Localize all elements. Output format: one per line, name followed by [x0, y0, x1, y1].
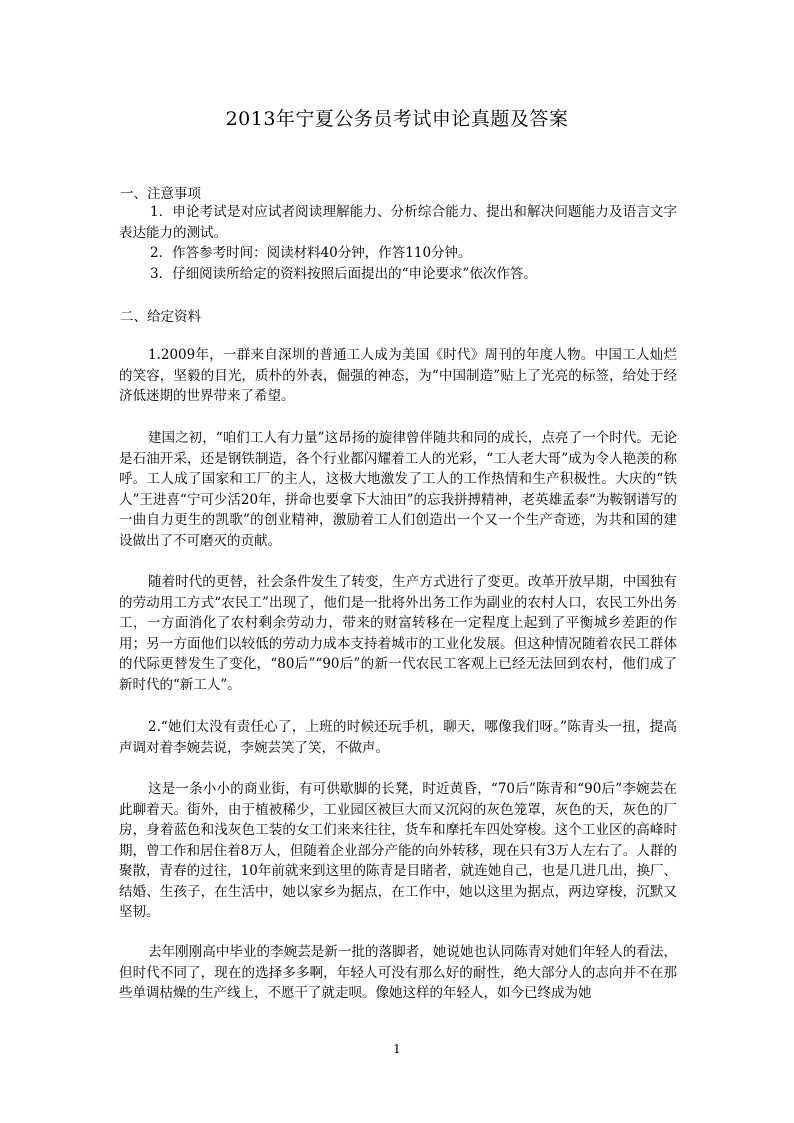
- material-paragraph: 这是一条小小的商业街，有可供歇脚的长凳，时近黄昏，“70后”陈青和“90后”李婉芸在此聊着天。街外，由于植被稀少，工业园区被巨大而又沉闷的灰色笼罩，灰色的天，灰色的厂房，身着蓝色和浅灰色工装的女工们来来往往，货车和摩托车四处穿梭。这个工业区的高峰时期，曾工作和居住着8万人，但随着企业部分产能的向外转移，现在只有3万人左右了。人群的聚散，青春的过往，10年前就来到这里的陈青是目睹者，就连她自己，也是几进几出，换厂、结婚、生孩子，在生活中，她以家乡为据点，在工作中，她以这里为据点，两边穿梭，沉默又坚韧。: [119, 781, 677, 920]
- material-paragraph: 2.“她们太没有责任心了，上班的时候还玩手机，聊天，哪像我们呀。”陈青头一扭，提高声调对着李婉芸说，李婉芸笑了笑，不做声。: [119, 719, 677, 756]
- page-number: 1: [393, 1042, 401, 1056]
- note-item: 1．申论考试是对应试者阅读理解能力、分析综合能力、提出和解决问题能力及语言文字表达能力的测试。: [119, 204, 677, 241]
- material-paragraph: 建国之初，“咱们工人有力量”这昂扬的旋律曾伴随共和同的成长，点亮了一个时代。无论是石油开采，还是钢铁制造，各个行业都闪耀着工人的光彩，“工人老大哥”成为令人艳羡的称呼。工人成了国家和工厂的主人，这极大地激发了工人的工作热情和生产积极性。大庆的“铁人”王进喜“宁可少活20年，拼命也要拿下大油田”的忘我拼搏精神，老英雄孟泰“为鞍钢谱写的一曲自力更生的凯歌”的创业精神，激励着工人们创造出一个又一个生产奇迹，为共和国的建设做出了不可磨灭的贡献。: [119, 430, 677, 549]
- material-paragraph: 1.2009年，一群来自深圳的普通工人成为美国《时代》周刊的年度人物。中国工人灿烂的笑容，坚毅的目光，质朴的外表，倔强的神态，为“中国制造”贴上了光亮的标签，给处于经济低迷期的世界带来了希望。: [119, 347, 677, 404]
- section-heading-materials: 二、给定资料: [120, 309, 201, 325]
- note-item: 3．仔细阅读所给定的资料按照后面提出的“申论要求”依次作答。: [150, 266, 537, 282]
- note-item: 2．作答参考时间：阅读材料40分钟，作答110分钟。: [150, 245, 472, 261]
- material-paragraph: 去年刚刚高中毕业的李婉芸是新一批的落脚者，她说她也认同陈青对她们年轻人的看法，但时代不同了，现在的选择多多啊，年轻人可没有那么好的耐性，绝大部分人的志向并不在那些单调枯燥的生产线上，不愿干了就走呗。像她这样的年轻人，如今已终成为她: [119, 944, 677, 1001]
- material-paragraph: 随着时代的更替，社会条件发生了转变，生产方式进行了变更。改革开放早期，中国独有的劳动用工方式“农民工”出现了，他们是一批将外出务工作为副业的农村人口，农民工外出务工，一方面消化了农村剩余劳动力，带来的财富转移在一定程度上起到了平衡城乡差距的作用；另一方面他们以较低的劳动力成本支持着城市的工业化发展。但这种情况随着农民工群体的代际更替发生了变化，“80后”“90后”的新一代农民工客观上已经无法回到农村，他们成了新时代的“新工人”。: [119, 574, 677, 693]
- document-title: 2013年宁夏公务员考试申论真题及答案: [225, 108, 569, 130]
- section-heading-notes: 一、注意事项: [120, 186, 201, 202]
